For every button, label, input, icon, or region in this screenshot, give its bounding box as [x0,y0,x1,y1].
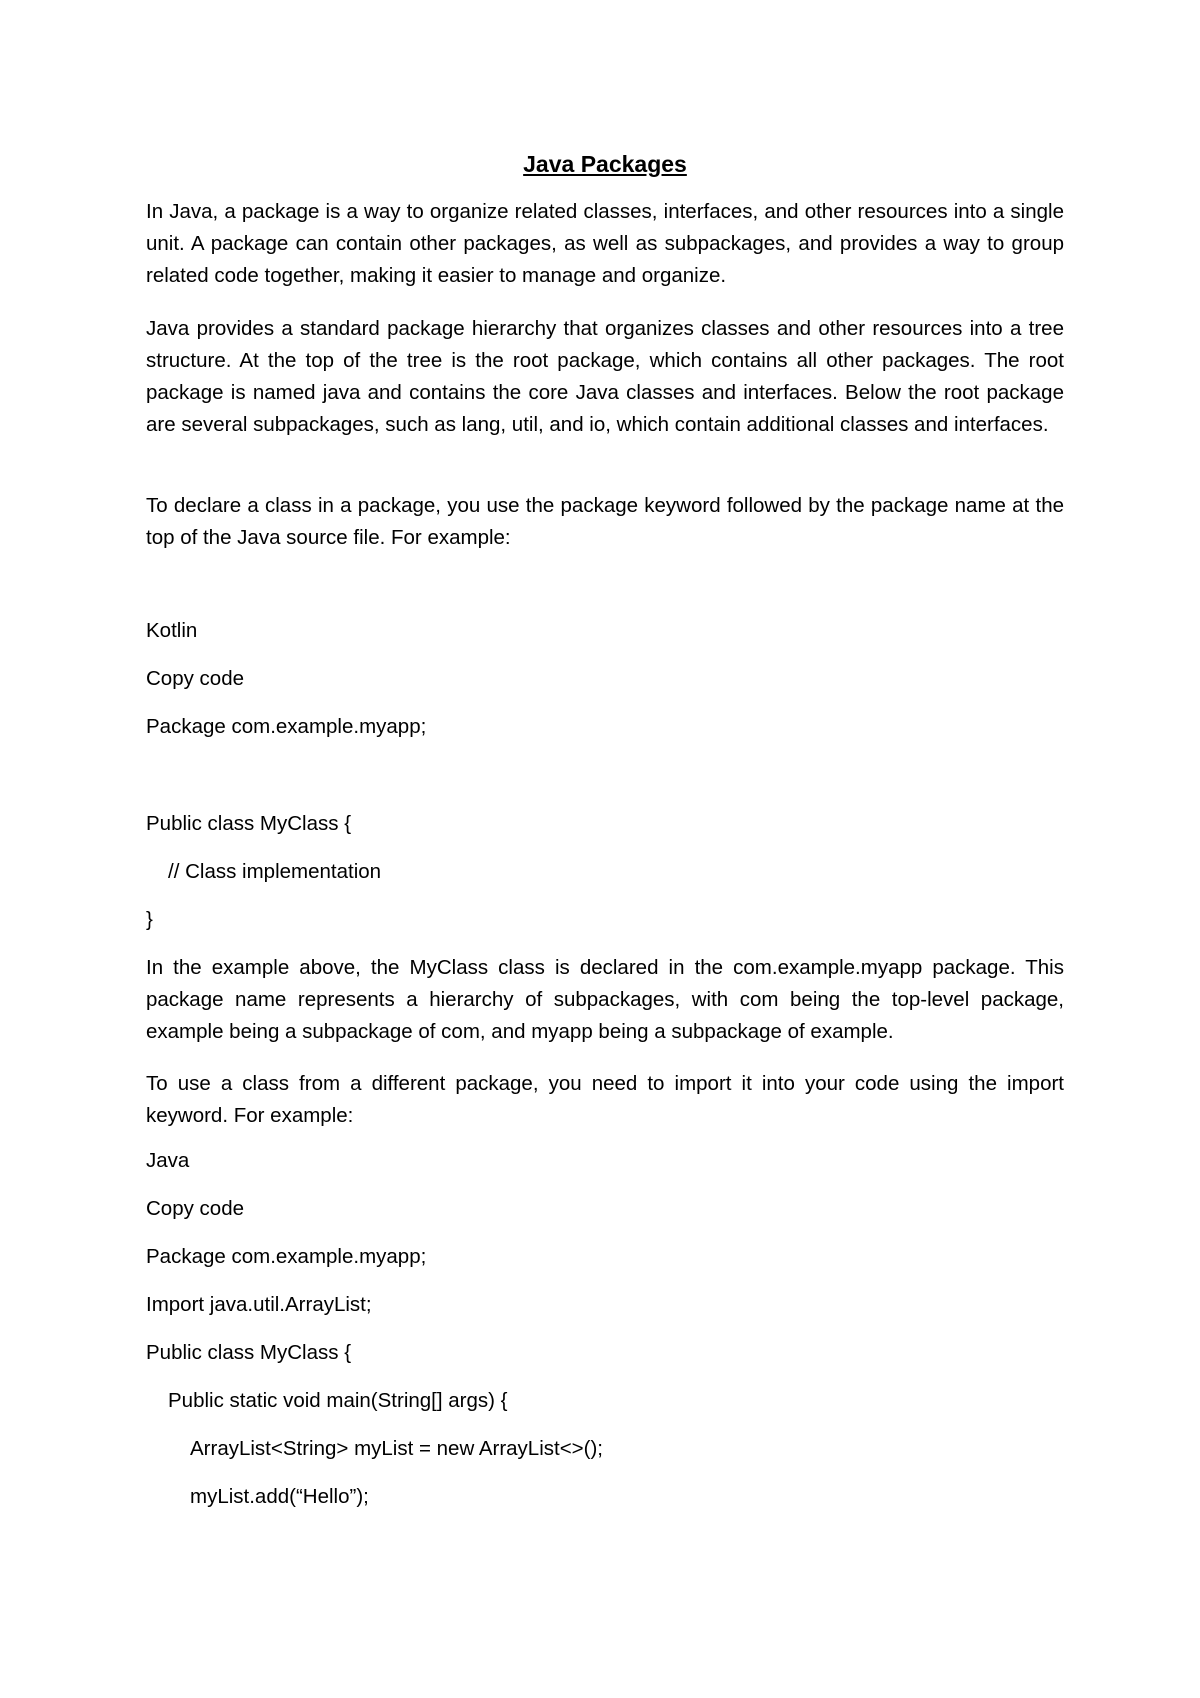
document-page [146,0,1064,1698]
example-2-code-line-5: ArrayList<String> myList = new ArrayList<>(); [190,1437,604,1460]
paragraph-declare: To declare a class in a package, you use the package keyword followed by the package name at the top of the Java source file. For example: [146,494,1064,549]
paragraph-import: To use a class from a different package, you need to import it into your code using the import keyword. For example: [146,1072,1064,1127]
example-1-code-line-1: Package com.example.myapp; [146,715,427,738]
example-1-code-line-2: Public class MyClass { [146,812,352,835]
example-2-code-line-4: Public static void main(String[] args) { [168,1389,508,1412]
example-2-language-label: Java [146,1149,190,1172]
example-1-language-label: Kotlin [146,619,198,642]
example-1-copy-code: Copy code [146,667,245,690]
paragraph-example-explanation: In the example above, the MyClass class is declared in the com.example.myapp package. This package name represents a hierarchy of subpackages, with com being the top-level package, example being a subpackage of com, and myapp being a subpackage of example. [146,956,1064,1043]
example-1-code-line-4: } [146,908,153,931]
paragraph-intro: In Java, a package is a way to organize related classes, interfaces, and other resources into a single unit. A package can contain other packages, as well as subpackages, and provides a way to group related code together, making it easier to manage and organize. [146,200,1064,287]
example-2-code-line-2: Import java.util.ArrayList; [146,1293,372,1316]
paragraph-hierarchy: Java provides a standard package hierarchy that organizes classes and other resources into a tree structure. At the top of the tree is the root package, which contains all other packages. The root package is named java and contains the core Java classes and interfaces. Below the root package are several subpackages, such as lang, util, and io, which contain additional classes and interfaces. [146,317,1064,436]
document-title: Java Packages [523,151,687,177]
example-1-code-line-3: // Class implementation [168,860,382,883]
example-2-code-line-6: myList.add(“Hello”); [190,1485,369,1508]
example-2-code-line-1: Package com.example.myapp; [146,1245,427,1268]
example-2-copy-code: Copy code [146,1197,245,1220]
example-2-code-line-3: Public class MyClass { [146,1341,352,1364]
